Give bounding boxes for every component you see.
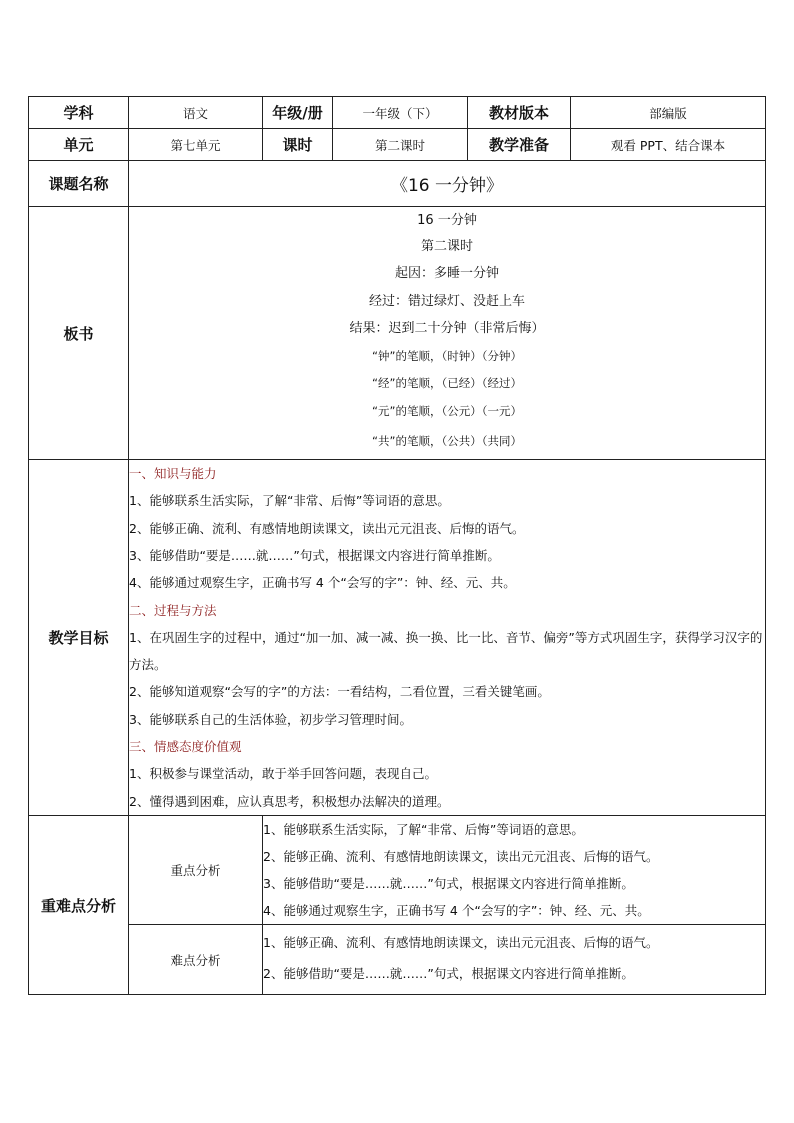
- difficult-points-label: 难点分析: [129, 925, 263, 995]
- board-label: 板书: [29, 207, 129, 460]
- analysis-label: 重难点分析: [29, 816, 129, 995]
- goal-item: 4、能够通过观察生字，正确书写 4 个“会写的字”：钟、经、元、共。: [129, 575, 516, 591]
- stroke-line: “钟”的笔顺，（时钟）（分钟）: [372, 348, 522, 363]
- goal-item: 1、在巩固生字的过程中，通过“加一加、减一减、换一换、比一比、音节、偏旁”等方式巩固生字，获得学习汉字的方法。: [129, 629, 763, 673]
- key-points-content: [263, 816, 766, 925]
- goals-label: 教学目标: [29, 460, 129, 816]
- board-line: 经过：错过绿灯、没赶上车: [368, 293, 525, 309]
- board-line: 起因：多睡一分钟: [394, 266, 499, 282]
- stroke-line: “经”的笔顺，（已经）（经过）: [372, 376, 522, 391]
- key-point-item: 1、能够联系生活实际，了解“非常、后悔”等词语的意思。: [263, 822, 584, 837]
- board-line: 第二课时: [420, 238, 473, 254]
- goals-section-heading: 三、情感态度价值观: [129, 739, 242, 755]
- stroke-line: “元”的笔顺，（公元）（一元）: [372, 403, 522, 418]
- goal-item: 2、懂得遇到困难，应认真思考，积极想办法解决的道理。: [129, 793, 450, 809]
- row-topic: [29, 161, 766, 207]
- grade-label: 年级/册: [263, 97, 333, 129]
- period-label: 课时: [263, 129, 333, 161]
- prep-label: 教学准备: [468, 129, 571, 161]
- board-content: [129, 207, 766, 460]
- goal-item: 3、能够联系自己的生活体验，初步学习管理时间。: [129, 711, 412, 727]
- row-subject: [29, 97, 766, 129]
- subject-label: 学科: [29, 97, 129, 129]
- goals-section-heading: 二、过程与方法: [129, 602, 217, 618]
- row-goals: [29, 460, 766, 816]
- stroke-line: “共”的笔顺，（公共）（共同）: [372, 434, 522, 449]
- goal-item: 3、能够借助“要是……就……”句式，根据课文内容进行简单推断。: [129, 547, 500, 563]
- unit-value: 第七单元: [129, 129, 263, 161]
- topic-title: 《16 一分钟》: [129, 161, 766, 207]
- goal-item: 1、能够联系生活实际，了解“非常、后悔”等词语的意思。: [129, 493, 450, 509]
- edition-value: 部编版: [571, 97, 766, 129]
- difficult-point-item: 1、能够正确、流利、有感情地朗读课文，读出元元沮丧、后悔的语气。: [263, 935, 659, 950]
- difficult-points-content: [263, 925, 766, 995]
- goals-content: [129, 460, 766, 816]
- goal-item: 2、能够正确、流利、有感情地朗读课文，读出元元沮丧、后悔的语气。: [129, 520, 525, 536]
- row-key-points: [29, 816, 766, 925]
- subject-value: 语文: [129, 97, 263, 129]
- unit-label: 单元: [29, 129, 129, 161]
- difficult-point-item: 2、能够借助“要是……就……”句式，根据课文内容进行简单推断。: [263, 966, 634, 981]
- board-line: 结果：迟到二十分钟（非常后悔）: [349, 321, 545, 337]
- topic-label: 课题名称: [29, 161, 129, 207]
- row-board: [29, 207, 766, 460]
- key-point-item: 2、能够正确、流利、有感情地朗读课文，读出元元沮丧、后悔的语气。: [263, 849, 659, 864]
- key-points-label: 重点分析: [129, 816, 263, 925]
- prep-value: 观看 PPT、结合课本: [571, 129, 766, 161]
- goals-section-heading: 一、知识与能力: [129, 466, 217, 482]
- period-value: 第二课时: [333, 129, 468, 161]
- edition-label: 教材版本: [468, 97, 571, 129]
- key-point-item: 3、能够借助“要是……就……”句式，根据课文内容进行简单推断。: [263, 876, 634, 891]
- lesson-plan-table: [28, 96, 766, 995]
- board-line: 16 一分钟: [417, 212, 477, 228]
- grade-value: 一年级（下）: [333, 97, 468, 129]
- goal-item: 1、积极参与课堂活动，敢于举手回答问题，表现自己。: [129, 766, 437, 782]
- row-difficult-points: [29, 925, 766, 995]
- goal-item: 2、能够知道观察“会写的字”的方法：一看结构，二看位置，三看关键笔画。: [129, 684, 550, 700]
- row-unit: [29, 129, 766, 161]
- key-point-item: 4、能够通过观察生字，正确书写 4 个“会写的字”：钟、经、元、共。: [263, 903, 650, 918]
